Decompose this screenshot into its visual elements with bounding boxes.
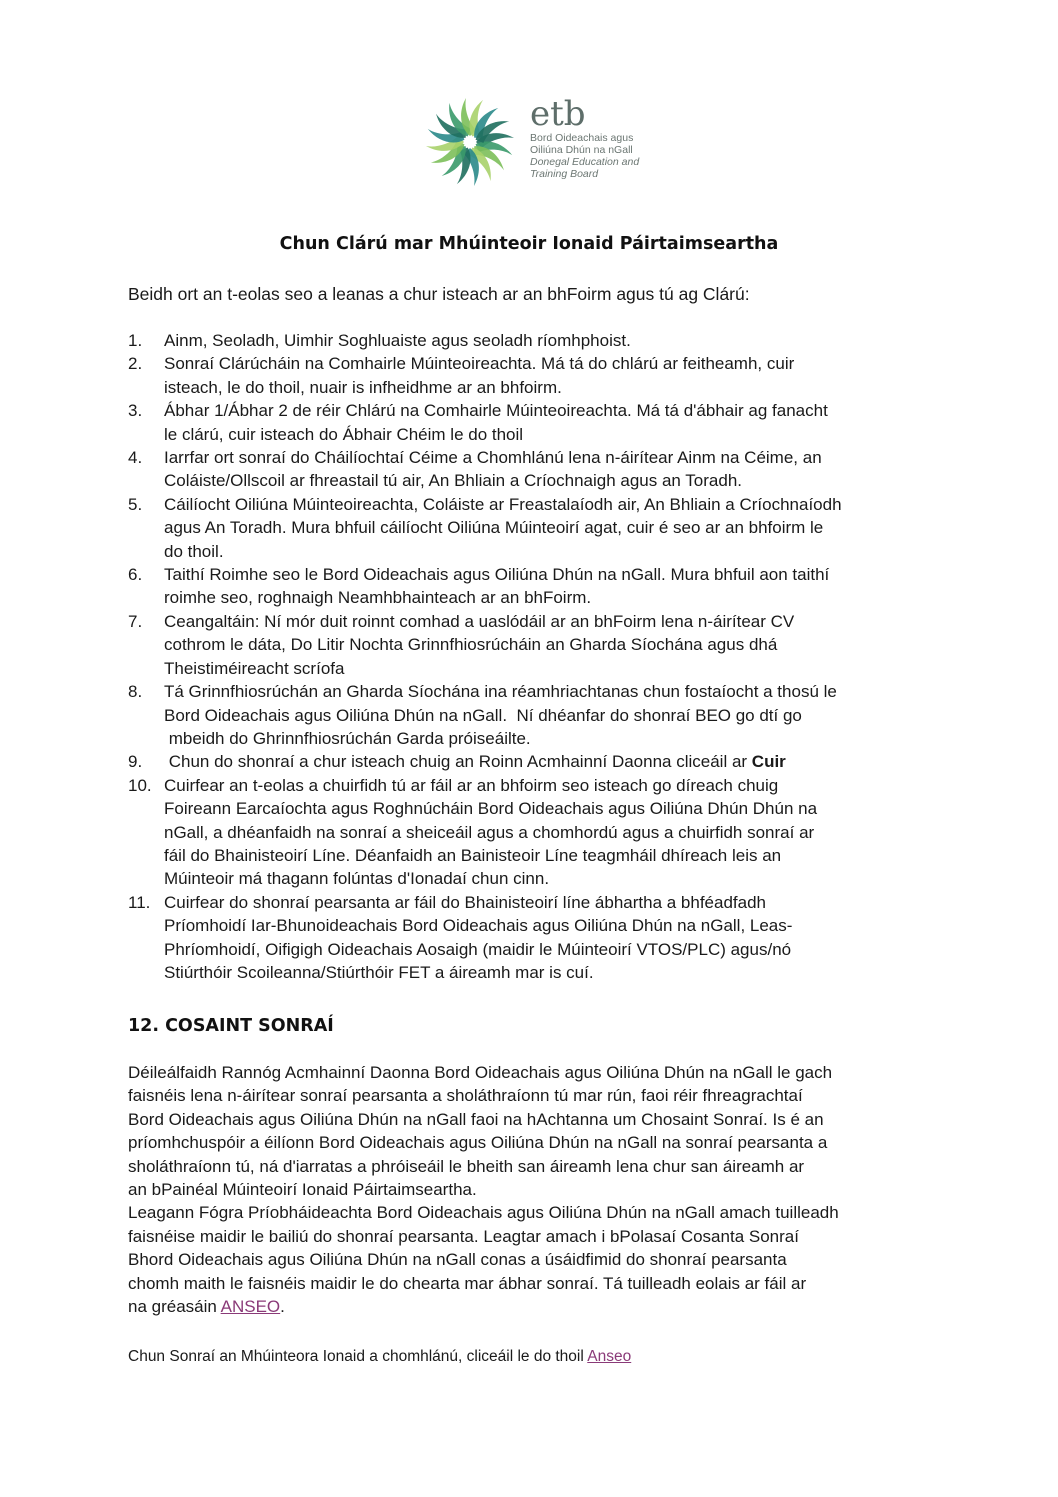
- paragraph-line: an bPainéal Múinteoirí Ionaid Páirtaimseartha.: [128, 1180, 477, 1200]
- list-item-line-text: Ceangaltáin: Ní mór duit roinnt comhad a uaslódáil ar an bhFoirm lena n-áirítear CV: [164, 611, 795, 631]
- list-item: [128, 493, 948, 563]
- list-item-line-text: Foireann Earcaíochta agus Roghnúcháin Bord Oideachais agus Oiliúna Dhún Dhún na: [164, 799, 818, 819]
- footer-line: [128, 1348, 631, 1366]
- etb-logo: [418, 94, 658, 190]
- list-item: [128, 750, 948, 773]
- list-item-line: [164, 399, 948, 422]
- logo-line-4: Training Board: [530, 168, 599, 180]
- list-item-line-text: agus An Toradh. Mura bhfuil cáilíocht Oiliúna Múinteoirí agat, cuir é seo ar an bhfoirm le: [164, 518, 824, 538]
- list-item-line-text: cothrom le dáta, Do Litir Nochta Grinnfhiosrúcháin an Gharda Síochána agus dhá: [164, 635, 778, 655]
- list-item: [128, 329, 948, 352]
- list-item: [128, 399, 948, 446]
- list-item-line-text: Taithí Roimhe seo le Bord Oideachais agus Oiliúna Dhún na nGall. Mura bhfuil aon taithí: [164, 565, 830, 585]
- page-title: Chun Clárú mar Mhúinteoir Ionaid Páirtaimseartha: [279, 234, 779, 254]
- paragraph-last-suffix: .: [280, 1297, 285, 1317]
- list-item: [128, 352, 948, 399]
- list-item-line: [164, 516, 948, 539]
- paragraph-last-prefix: na gréasáin: [128, 1297, 221, 1317]
- list-item-line-text: Stiúrthóir Scoileanna/Stiúrthóir FET a áireamh mar is cuí.: [164, 962, 594, 982]
- paragraph-line: Déileálfaidh Rannóg Acmhainní Daonna Bord Oideachais agus Oiliúna Dhún na nGall le gach: [128, 1063, 833, 1082]
- list-item-text: [128, 329, 948, 352]
- list-item-line-text: Príomhoidí Iar-Bhunoideachais Bord Oideachais agus Oiliúna Dhún na nGall, Leas-: [164, 916, 793, 936]
- list-item: [128, 680, 948, 750]
- list-item-line-text: Cáilíocht Oiliúna Múinteoireachta, Coláiste ar Freastalaíodh air, An Bhliain a Críochnaíodh: [164, 494, 842, 514]
- paragraph-line: chomh maith le faisnéis maidir le do chearta mar ábhar sonraí. Tá tuilleadh eolais ar fáil ar: [128, 1273, 807, 1293]
- paragraph-line: faisnéise maidir le bailiú do shonraí pearsanta. Leagtar amach i bPolasaí Cosanta Sonraí: [128, 1226, 799, 1246]
- list-item-line-text: Phríomhoidí, Oifigigh Oideachais Aosaigh (maidir le Múinteoirí VTOS/PLC) agus/nó: [164, 939, 792, 959]
- list-item-number: 2.: [128, 354, 143, 374]
- list-item: [128, 446, 948, 493]
- list-item: [128, 774, 948, 891]
- list-item-line-text: Ábhar 1/Ábhar 2 de réir Chlárú na Comhairle Múinteoireachta. Má tá d'ábhair ag fanacht: [164, 401, 828, 421]
- list-item-line: [164, 469, 948, 492]
- list-item-number: 11.: [128, 892, 151, 912]
- list-item-line: [164, 774, 948, 797]
- list-item-line-text: nGall, a dhéanfaidh na sonraí a sheiceáil agus a chomhordú agus a chuirfidh sonraí ar: [164, 822, 815, 842]
- list-item-number: 6.: [128, 565, 143, 585]
- list-item-text: [128, 493, 948, 563]
- list-item-line: [164, 376, 948, 399]
- swirl-logo-icon: [418, 94, 522, 190]
- list-item-line: [164, 329, 948, 352]
- list-item-number: 7.: [128, 611, 143, 631]
- list-item-line-text: Theistiméireacht scríofa: [164, 658, 345, 678]
- list-item-line: [164, 914, 948, 937]
- logo-text: [530, 96, 639, 180]
- list-item-line: [164, 633, 948, 656]
- footer-anseo-link[interactable]: Anseo: [587, 1348, 632, 1365]
- list-item-number: 3.: [128, 401, 143, 421]
- list-item-line-text: le clárú, cuir isteach do Ábhair Chéim le do thoil: [164, 424, 524, 444]
- paragraph-line: príomhchuspóir a éilíonn Bord Oideachais agus Oiliúna Dhún na nGall na sonraí pearsanta a: [128, 1133, 828, 1153]
- list-item-line-text: fáil do Bhainisteoirí Líne. Déanfaidh an Bainisteoir Líne teagmháil dhíreach leis an: [164, 845, 782, 865]
- list-item-number: 1.: [128, 331, 143, 350]
- list-item-line: [164, 423, 948, 446]
- footer-text: Chun Sonraí an Mhúinteora Ionaid a chomhlánú, cliceáil le do thoil: [128, 1348, 588, 1365]
- list-item-line-text: Coláiste/Ollscoil ar fhreastail tú air, An Bhliain a Críochnaigh agus an Toradh.: [164, 471, 743, 491]
- list-item-line: [164, 446, 948, 469]
- paragraph-line: Bhord Oideachais agus Oiliúna Dhún na nGall conas a úsáidfimid do shonraí pearsanta: [128, 1250, 787, 1270]
- paragraph-line: Bord Oideachais agus Oiliúna Dhún na nGall faoi na hAchtanna um Chosaint Sonraí. Is é an: [128, 1109, 824, 1129]
- list-item-line-text: Cuirfear do shonraí pearsanta ar fáil do Bhainisteoirí líne ábhartha a bhféadfadh: [164, 892, 767, 912]
- list-item-line-text: Chun do shonraí a chur isteach chuig an Roinn Acmhainní Daonna cliceáil ar: [164, 752, 752, 772]
- list-item-line: [164, 680, 948, 703]
- list-item: [128, 610, 948, 680]
- logo-line-2: Oiliúna Dhún na nGall: [530, 144, 633, 156]
- list-item-line: [164, 493, 948, 516]
- list-item-line-text: Bord Oideachais agus Oiliúna Dhún na nGall. Ní dhéanfar do shonraí BEO go dtí go: [164, 705, 802, 725]
- list-item-text: [128, 680, 948, 750]
- list-item-line-text: roimhe seo, roghnaigh Neamhbhainteach ar an bhFoirm.: [164, 588, 592, 608]
- list-item-line: [164, 844, 948, 867]
- data-protection-paragraph: [128, 1061, 839, 1318]
- anseo-link[interactable]: ANSEO: [220, 1297, 281, 1317]
- list-item-line: [164, 891, 948, 914]
- list-item-line: [164, 704, 948, 727]
- list-item-text: [128, 774, 948, 891]
- list-item-line-text: do thoil.: [164, 541, 224, 561]
- list-item-line-text: Múinteoir má thagann folúntas d'Ionadaí chun cinn.: [164, 869, 550, 889]
- list-item-line: [164, 563, 948, 586]
- list-item-line: [164, 867, 948, 890]
- requirements-list: [128, 329, 948, 984]
- list-item-number: 5.: [128, 494, 143, 514]
- list-item-line: [164, 821, 948, 844]
- list-item-text: [128, 750, 948, 773]
- paragraph-line: faisnéis lena n-áirítear sonraí pearsanta a sholáthraíonn tú mar rún, faoi réir fhreagrachtaí: [128, 1086, 803, 1106]
- logo-line-1: Bord Oideachais agus: [530, 132, 634, 144]
- list-item-line-text: mbeidh do Ghrinnfhiosrúchán Garda próiseáilte.: [164, 728, 531, 748]
- list-item-line-text: Sonraí Clárúcháin na Comhairle Múinteoireachta. Má tá do chlárú ar feitheamh, cuir: [164, 354, 795, 374]
- list-item-line-text: Cuirfear an t-eolas a chuirfidh tú ar fáil ar an bhfoirm seo isteach go díreach chuig: [164, 775, 779, 795]
- list-item-text: [128, 610, 948, 680]
- list-item-line: [164, 797, 948, 820]
- list-item-line: [164, 938, 948, 961]
- list-item-line: [164, 727, 948, 750]
- list-item-number: 8.: [128, 682, 143, 702]
- list-item-line-text: Iarrfar ort sonraí do Cháilíochtaí Céime a Chomhlánú lena n-áirítear Ainm na Céime, an: [164, 448, 822, 468]
- list-item-line: [164, 352, 948, 375]
- list-item-text: [128, 563, 948, 610]
- intro-text: Beidh ort an t-eolas seo a leanas a chur isteach ar an bhFoirm agus tú ag Clárú:: [128, 284, 750, 304]
- list-item-line: [164, 750, 948, 773]
- list-item-line: [164, 540, 948, 563]
- list-item-line: [164, 657, 948, 680]
- paragraph-line: sholáthraíonn tú, ná d'iarratas a phróiseáil le bheith san áireamh lena chur san áireamh ar: [128, 1156, 805, 1176]
- list-item: [128, 891, 948, 985]
- logo-brand: etb: [530, 94, 586, 134]
- list-item-text: [128, 399, 948, 446]
- list-item-text: [128, 891, 948, 985]
- paragraph-last-line: [128, 1295, 839, 1318]
- list-item-number: 4.: [128, 448, 143, 468]
- list-item-line-text: Tá Grinnfhiosrúchán an Gharda Síochána ina réamhriachtanas chun fostaíocht a thosú le: [164, 682, 837, 702]
- section-heading: 12. COSAINT SONRAÍ: [128, 1016, 334, 1036]
- list-item-line: [164, 586, 948, 609]
- list-item-number: 10.: [128, 775, 152, 795]
- cuir-bold-text: Cuir: [751, 752, 786, 772]
- list-item-line: [164, 610, 948, 633]
- list-item-line: [164, 961, 948, 984]
- list-item-number: 9.: [128, 752, 143, 772]
- list-item-line-text: isteach, le do thoil, nuair is infheidhme ar an bhfoirm.: [164, 377, 562, 397]
- list-item: [128, 563, 948, 610]
- list-item-line-text: Ainm, Seoladh, Uimhir Soghluaiste agus seoladh ríomhphoist.: [164, 331, 631, 350]
- paragraph-line: Leagann Fógra Príobháideachta Bord Oideachais agus Oiliúna Dhún na nGall amach tuilleadh: [128, 1203, 839, 1223]
- list-item-text: [128, 352, 948, 399]
- logo-line-3: Donegal Education and: [530, 156, 640, 168]
- list-item-text: [128, 446, 948, 493]
